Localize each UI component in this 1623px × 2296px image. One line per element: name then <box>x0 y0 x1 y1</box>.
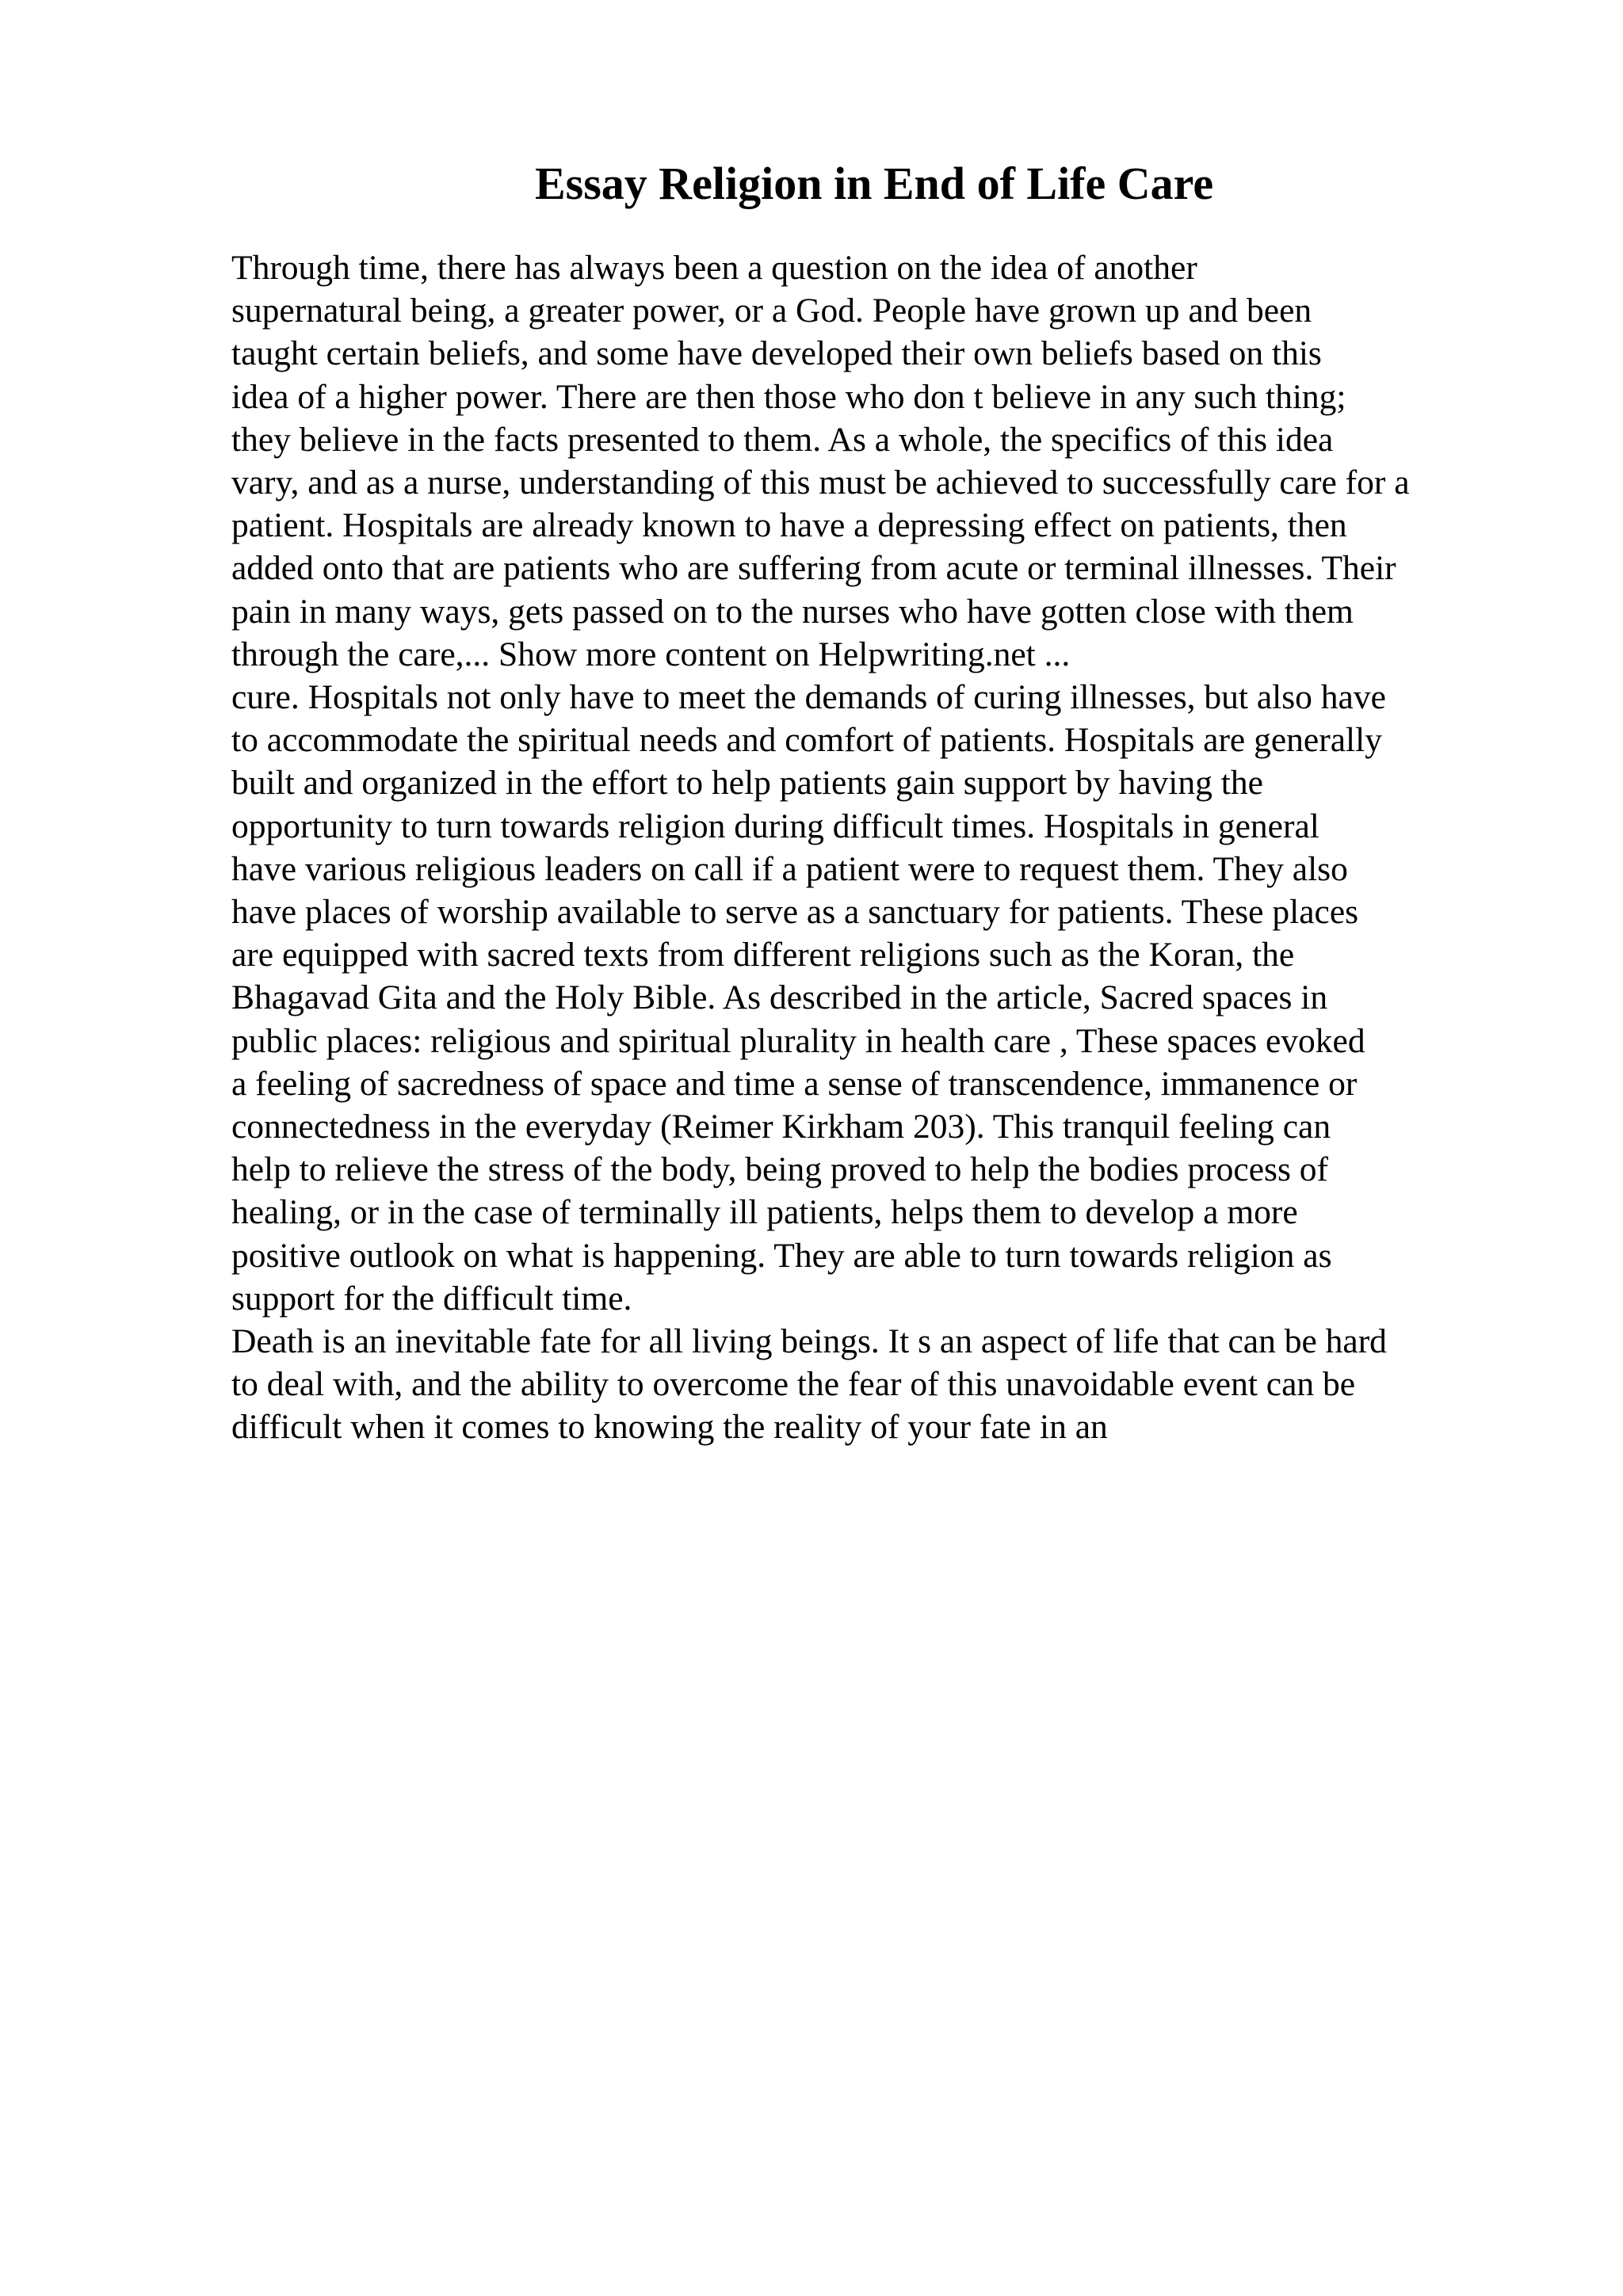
text-line: pain in many ways, gets passed on to the nurses who have gotten close with them <box>231 592 1354 631</box>
text-line: healing, or in the case of terminally ill patients, helps them to develop a more <box>231 1193 1298 1232</box>
text-line: have various religious leaders on call if a patient were to request them. They also <box>231 849 1348 888</box>
text-line: positive outlook on what is happening. They are able to turn towards religion as <box>231 1236 1332 1275</box>
document-title: Essay Religion in End of Life Care <box>534 158 1214 209</box>
text-line: Through time, there has always been a question on the idea of another <box>231 249 1197 287</box>
text-line: support for the difficult time. <box>231 1279 632 1318</box>
text-line: connectedness in the everyday (Reimer Kirkham 203). This tranquil feeling can <box>231 1108 1331 1146</box>
text-line: they believe in the facts presented to them. As a whole, the specifics of this idea <box>231 420 1334 459</box>
text-line: vary, and as a nurse, understanding of this must be achieved to successfully care for a <box>231 463 1410 502</box>
text-line: cure. Hospitals not only have to meet the demands of curing illnesses, but also have <box>231 678 1386 717</box>
text-line: Death is an inevitable fate for all living beings. It s an aspect of life that can be hard <box>231 1322 1387 1361</box>
text-line: difficult when it comes to knowing the reality of your fate in an <box>231 1408 1108 1447</box>
text-line: idea of a higher power. There are then those who don t believe in any such thing; <box>231 377 1346 416</box>
text-line: are equipped with sacred texts from different religions such as the Koran, the <box>231 936 1295 974</box>
text-line: taught certain beliefs, and some have developed their own beliefs based on this <box>231 334 1322 373</box>
text-line: public places: religious and spiritual plurality in health care , These spaces evoked <box>231 1021 1365 1060</box>
essay-body <box>231 246 1594 1449</box>
text-line: opportunity to turn towards religion during difficult times. Hospitals in general <box>231 807 1319 845</box>
text-line: to accommodate the spiritual needs and comfort of patients. Hospitals are generally <box>231 721 1382 760</box>
text-line: have places of worship available to serve as a sanctuary for patients. These places <box>231 893 1359 932</box>
text-line: to deal with, and the ability to overcome the fear of this unavoidable event can be <box>231 1365 1356 1404</box>
text-line: supernatural being, a greater power, or a God. People have grown up and been <box>231 292 1312 330</box>
show-more-line: through the care,... Show more content on Helpwriting.net ... <box>231 635 1071 673</box>
text-line: a feeling of sacredness of space and time a sense of transcendence, immanence or <box>231 1064 1358 1103</box>
text-line: added onto that are patients who are suffering from acute or terminal illnesses. Their <box>231 549 1396 588</box>
text-line: help to relieve the stress of the body, being proved to help the bodies process of <box>231 1150 1328 1189</box>
text-line: patient. Hospitals are already known to have a depressing effect on patients, then <box>231 506 1347 545</box>
text-line: built and organized in the effort to help patients gain support by having the <box>231 764 1263 803</box>
text-line: Bhagavad Gita and the Holy Bible. As described in the article, Sacred spaces in <box>231 978 1328 1017</box>
